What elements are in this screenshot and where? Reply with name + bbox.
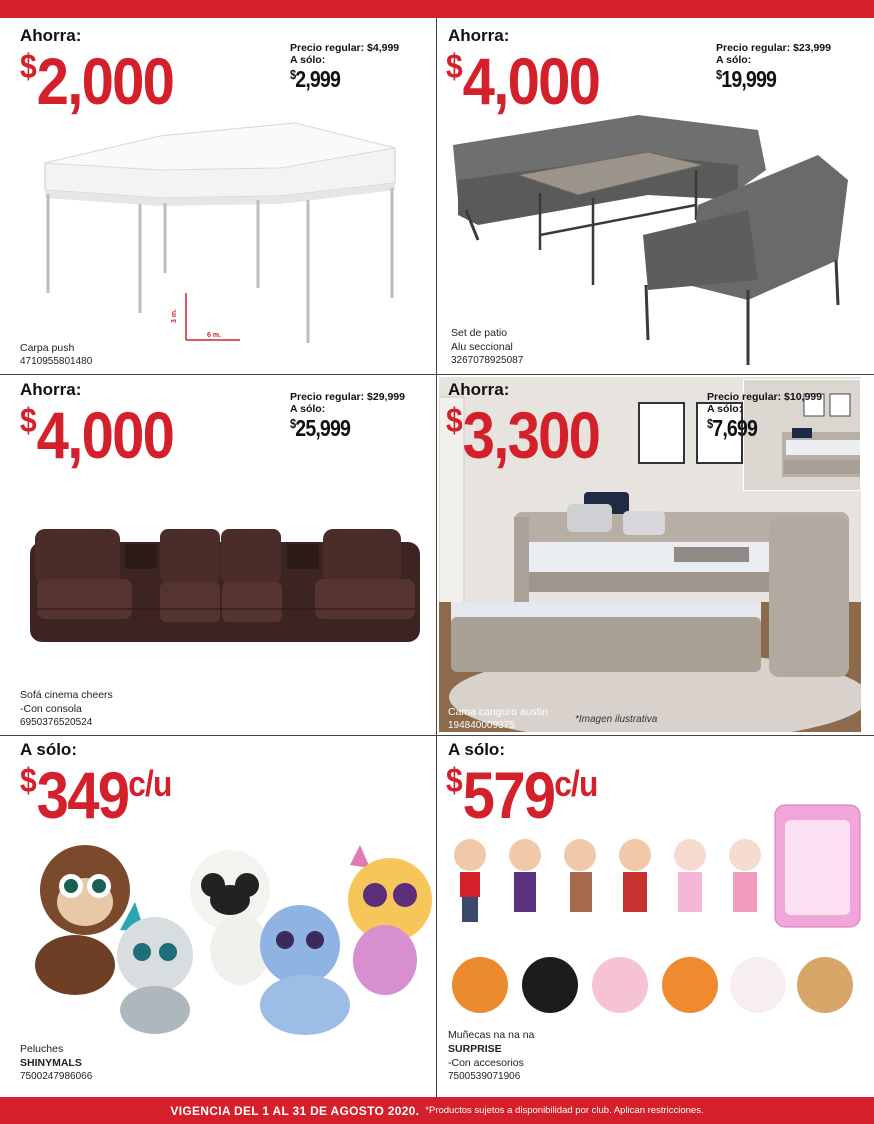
product-feature: -Con accesorios <box>448 1057 524 1069</box>
image-disclaimer: *Imagen ilustrativa <box>575 714 658 725</box>
product-description <box>20 1042 92 1084</box>
product-brand: SHINYMALS <box>20 1057 82 1069</box>
regular-price: Precio regular: $4,999 <box>290 42 400 54</box>
save-label: Ahorra: <box>20 380 82 399</box>
product-name: Peluches <box>20 1043 64 1055</box>
product-brand: SURPRISE <box>448 1043 502 1055</box>
product-description <box>20 688 113 730</box>
product-name: Set de patio <box>451 327 508 339</box>
height-dimension: 3 m. <box>171 308 178 323</box>
savings-price: $2,000 <box>20 44 174 118</box>
width-dimension: 6 m. <box>207 332 222 339</box>
footer-disclaimer: *Productos sujetos a disponibilidad por club. Aplican restricciones. <box>425 1105 704 1116</box>
sale-price: $19,999 <box>716 66 777 92</box>
only-label: A sólo: <box>707 403 743 415</box>
product-name: Carpa push <box>20 342 75 354</box>
top-red-bar <box>0 0 874 18</box>
product-name-line2: Alu seccional <box>451 341 513 353</box>
save-label: A sólo: <box>448 740 505 759</box>
product-name: Muñecas na na na <box>448 1029 535 1041</box>
savings-price: $4,000 <box>20 398 174 472</box>
product-sku: 7500539071906 <box>448 1071 521 1082</box>
regular-price: Precio regular: $10,999 <box>707 391 822 403</box>
vertical-divider <box>436 18 437 1097</box>
regular-price: Precio regular: $29,999 <box>290 391 405 403</box>
horizontal-divider-2 <box>0 735 874 736</box>
unit-price: $^{\$}349^{c/u}$ <box>20 758 172 832</box>
save-label: Ahorra: <box>448 380 510 399</box>
product-description <box>20 341 92 369</box>
product-description <box>451 326 523 368</box>
product-name-line2: -Con consola <box>20 703 82 715</box>
sale-price: $25,999 <box>290 415 351 441</box>
sofa-image <box>25 524 425 649</box>
dolls-image <box>440 800 870 1025</box>
unit-price: $^{\$}579^{c/u}$ <box>446 758 598 832</box>
save-label: A sólo: <box>20 740 77 759</box>
product-sku: 4710955801480 <box>20 356 93 367</box>
save-label: Ahorra: <box>20 26 82 45</box>
product-name: Sofá cinema cheers <box>20 689 113 701</box>
product-description <box>448 1028 534 1084</box>
product-name: Cama canguro austin <box>448 706 548 718</box>
horizontal-divider-1 <box>0 374 874 375</box>
sale-price: $2,999 <box>290 66 340 92</box>
only-label: A sólo: <box>290 54 326 66</box>
product-sku: 6950376520524 <box>20 717 93 728</box>
savings-price: $3,300 <box>446 398 600 472</box>
footer-bar <box>0 1097 874 1124</box>
regular-price: Precio regular: $23,999 <box>716 42 831 54</box>
product-sku: 7500247986066 <box>20 1071 93 1082</box>
plush-toys-image <box>15 840 435 1040</box>
save-label: Ahorra: <box>448 26 510 45</box>
validity-period: VIGENCIA DEL 1 AL 31 DE AGOSTO 2020. <box>170 1103 420 1118</box>
tent-image <box>40 118 410 353</box>
savings-price: $4,000 <box>446 44 600 118</box>
product-sku: 3267078925087 <box>451 355 524 366</box>
only-label: A sólo: <box>716 54 752 66</box>
product-sku: 194840009375 <box>448 720 515 731</box>
only-label: A sólo: <box>290 403 326 415</box>
sale-price: $7,699 <box>707 415 757 441</box>
product-description <box>448 705 548 733</box>
